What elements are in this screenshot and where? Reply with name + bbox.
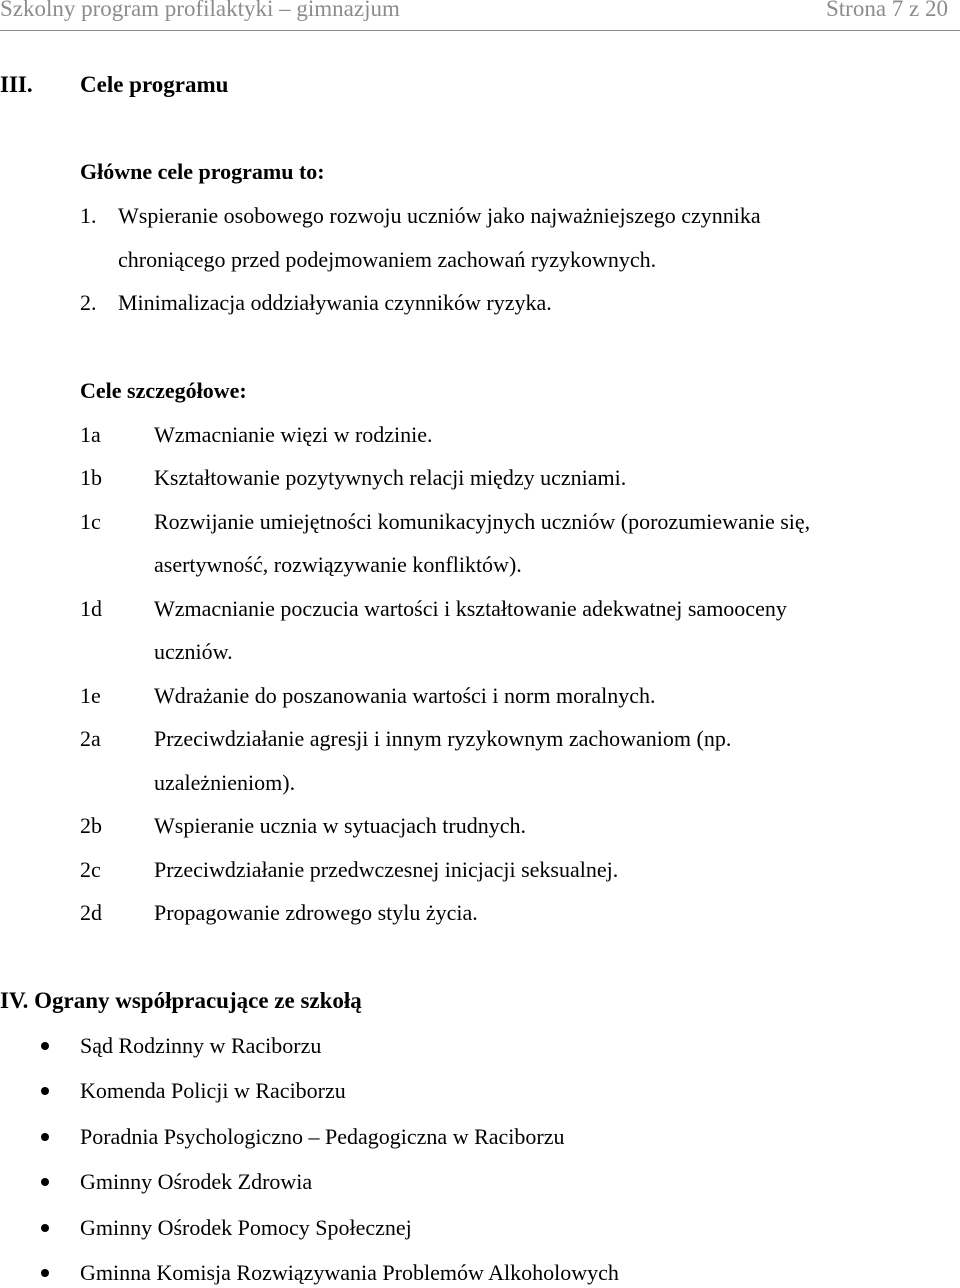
goal-text: Rozwijanie umiejętności komunikacyjnych uczniów (porozumiewanie się, [154, 509, 811, 534]
bullet-icon [41, 1087, 49, 1095]
list-item: Gminna Komisja Rozwiązywania Problemów Alkoholowych [80, 1260, 619, 1285]
list-item: Gminny Ośrodek Pomocy Społecznej [80, 1215, 412, 1240]
bullet-icon [41, 1224, 49, 1232]
goal-code: 2b [80, 813, 102, 838]
goal-code: 1e [80, 683, 101, 708]
list-item: Sąd Rodzinny w Raciborzu [80, 1033, 322, 1058]
goal-text: Wspieranie ucznia w sytuacjach trudnych. [154, 813, 527, 838]
main-goal-number: 1. [80, 203, 97, 228]
goal-code: 2a [80, 726, 101, 751]
list-item: Poradnia Psychologiczno – Pedagogiczna w Raciborzu [80, 1124, 565, 1149]
detailed-goals-heading: Cele szczegółowe: [80, 378, 247, 403]
goal-code: 1d [80, 596, 102, 621]
goal-text: Wdrażanie do poszanowania wartości i norm moralnych. [154, 683, 656, 708]
header-divider [0, 30, 960, 31]
main-goal-number: 2. [80, 290, 97, 315]
section-number: III. [0, 72, 33, 97]
goal-code: 1a [80, 422, 101, 447]
goal-text: Wzmacnianie więzi w rodzinie. [154, 422, 433, 447]
section4-title: IV. Ograny współpracujące ze szkołą [0, 988, 362, 1013]
goal-text-continued: uczniów. [154, 639, 233, 664]
goal-code: 2d [80, 900, 102, 925]
list-item: Komenda Policji w Raciborzu [80, 1078, 346, 1103]
bullet-icon [41, 1269, 49, 1277]
page-number: Strona 7 z 20 [826, 0, 949, 21]
list-item: Gminny Ośrodek Zdrowia [80, 1169, 313, 1194]
main-goal-text: Minimalizacja oddziaływania czynników ryzyka. [118, 290, 552, 315]
bullet-icon [41, 1042, 49, 1050]
goal-text-continued: uzależnieniom). [154, 770, 296, 795]
running-header-title: Szkolny program profilaktyki – gimnazjum [0, 0, 400, 21]
goal-code: 1b [80, 465, 102, 490]
goal-text: Wzmacnianie poczucia wartości i kształtowanie adekwatnej samooceny [154, 596, 787, 621]
main-goal-text-continued: chroniącego przed podejmowaniem zachowań ryzykownych. [118, 247, 657, 272]
bullet-icon [41, 1133, 49, 1141]
goal-text-continued: asertywność, rozwiązywanie konfliktów). [154, 552, 522, 577]
main-goals-heading: Główne cele programu to: [80, 159, 325, 184]
goal-text: Przeciwdziałanie agresji i innym ryzykownym zachowaniom (np. [154, 726, 732, 751]
goal-text: Kształtowanie pozytywnych relacji między uczniami. [154, 465, 627, 490]
main-goal-text: Wspieranie osobowego rozwoju uczniów jako najważniejszego czynnika [118, 203, 761, 228]
goal-text: Propagowanie zdrowego stylu życia. [154, 900, 478, 925]
section-title: Cele programu [80, 72, 229, 97]
goal-text: Przeciwdziałanie przedwczesnej inicjacji seksualnej. [154, 857, 619, 882]
goal-code: 2c [80, 857, 101, 882]
bullet-icon [41, 1178, 49, 1186]
goal-code: 1c [80, 509, 101, 534]
